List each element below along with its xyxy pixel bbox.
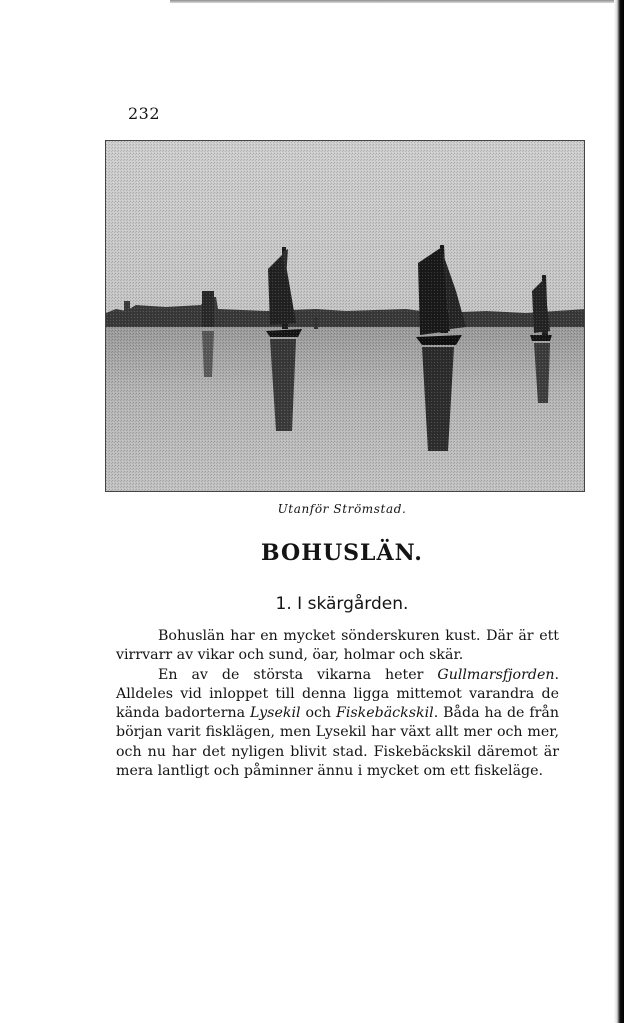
paragraph-2 xyxy=(116,666,559,782)
photo-caption: Utanför Strömstad. xyxy=(277,502,407,516)
photo-illustration xyxy=(105,140,585,492)
p2-text-a: En av de största vikarna heter xyxy=(158,666,438,683)
page-edge-top xyxy=(170,0,624,3)
body-text xyxy=(116,627,559,781)
p2-text-g: . Båda ha de från början varit fisklägen, men Lysekil har växt allt mer och mer, och nu har det nyligen blivit stad. Fiskebäckskil däremot är mera lantligt och påminner ännu i mycket om ett fiskeläge. xyxy=(116,705,559,780)
p2-text-c: . Alldeles vid inloppet till denna ligga mittemot varandra de kända badorterna xyxy=(116,666,559,722)
place-name-fiskebackskil: Fiskebäckskil xyxy=(335,705,434,722)
place-name-lysekil: Lysekil xyxy=(249,705,301,722)
photo-grain xyxy=(106,141,585,492)
subsection-title: 1. I skärgården. xyxy=(275,594,409,614)
section-title: BOHUSLÄN. xyxy=(261,540,423,566)
page-number: 232 xyxy=(128,104,161,123)
photo-sailboats xyxy=(106,141,585,492)
place-name-gullmarsfjorden: Gullmarsfjorden xyxy=(437,666,555,683)
p2-text-e: och xyxy=(300,705,336,722)
paragraph-1: Bohuslän har en mycket sönderskuren kust. Där är ett virrvarr av vikar och sund, öar, holmar och skär. xyxy=(116,628,559,664)
